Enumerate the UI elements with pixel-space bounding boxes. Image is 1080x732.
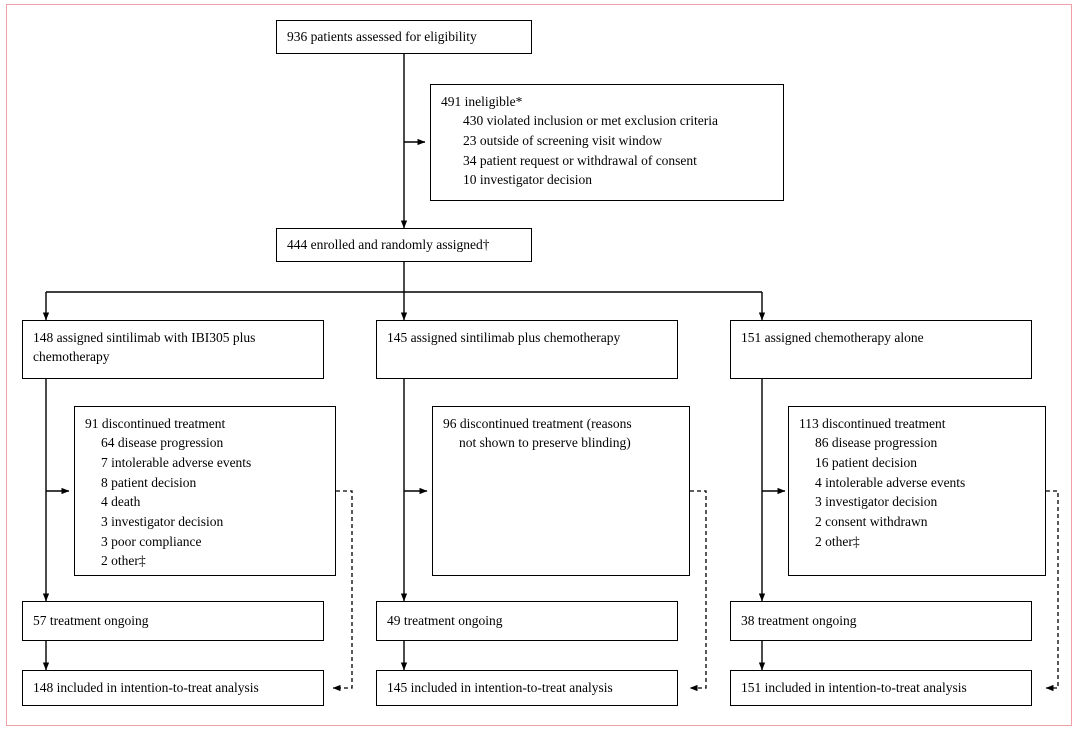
node-discontinued-3-item-0: 86 disease progression bbox=[815, 435, 938, 451]
node-ineligible-item-0: 430 violated inclusion or met exclusion criteria bbox=[463, 113, 718, 129]
node-enrolled-text: 444 enrolled and randomly assigned† bbox=[287, 237, 490, 253]
node-enrolled bbox=[276, 228, 532, 262]
node-itt-2-text: 145 included in intention-to-treat analysis bbox=[387, 680, 613, 696]
node-discontinued-1-item-4: 3 investigator decision bbox=[101, 513, 224, 529]
node-discontinued-3-item-3: 3 investigator decision bbox=[815, 494, 938, 510]
node-ongoing-3 bbox=[730, 601, 1032, 641]
node-discontinued-1-heading: 91 discontinued treatment bbox=[85, 416, 226, 431]
node-arm-1-text: 148 assigned sintilimab with IBI305 plus chemotherapy bbox=[33, 330, 259, 365]
node-itt-1 bbox=[22, 670, 324, 706]
node-discontinued-3-heading: 113 discontinued treatment bbox=[799, 416, 946, 431]
node-discontinued-3-item-1: 16 patient decision bbox=[815, 454, 917, 470]
node-ongoing-2 bbox=[376, 601, 678, 641]
node-arm-1 bbox=[22, 320, 324, 379]
node-discontinued-1-item-3: 4 death bbox=[101, 494, 141, 510]
node-itt-3-text: 151 included in intention-to-treat analysis bbox=[741, 680, 967, 696]
node-discontinued-1-item-5: 3 poor compliance bbox=[101, 533, 202, 549]
node-ineligible-item-1: 23 outside of screening visit window bbox=[463, 132, 663, 148]
node-discontinued-1-item-2: 8 patient decision bbox=[101, 474, 197, 490]
node-ineligible-item-2: 34 patient request or withdrawal of consent bbox=[463, 152, 697, 168]
node-discontinued-1-item-6: 2 other‡ bbox=[101, 553, 146, 569]
node-discontinued-3-item-5: 2 other‡ bbox=[815, 533, 860, 549]
node-itt-1-text: 148 included in intention-to-treat analysis bbox=[33, 680, 259, 696]
node-discontinued-3-item-2: 4 intolerable adverse events bbox=[815, 474, 966, 490]
node-itt-3 bbox=[730, 670, 1032, 706]
node-ineligible-item-3: 10 investigator decision bbox=[463, 172, 592, 188]
node-ongoing-1 bbox=[22, 601, 324, 641]
node-arm-3 bbox=[730, 320, 1032, 379]
node-discontinued-2-item-0: not shown to preserve blinding) bbox=[459, 435, 631, 451]
node-arm-3-text: 151 assigned chemotherapy alone bbox=[741, 330, 924, 345]
node-ongoing-3-text: 38 treatment ongoing bbox=[741, 613, 857, 629]
node-discontinued-3-item-4: 2 consent withdrawn bbox=[815, 513, 928, 529]
node-itt-2 bbox=[376, 670, 678, 706]
node-arm-2 bbox=[376, 320, 678, 379]
node-ineligible bbox=[430, 84, 784, 201]
node-assessed bbox=[276, 20, 532, 54]
node-discontinued-1 bbox=[74, 406, 336, 576]
node-discontinued-1-item-0: 64 disease progression bbox=[101, 435, 224, 451]
node-ineligible-heading: 491 ineligible* bbox=[441, 94, 523, 109]
node-discontinued-3 bbox=[788, 406, 1046, 576]
node-discontinued-1-item-1: 7 intolerable adverse events bbox=[101, 454, 252, 470]
node-discontinued-2-heading: 96 discontinued treatment (reasons bbox=[443, 416, 632, 431]
node-arm-2-text: 145 assigned sintilimab plus chemotherapy bbox=[387, 330, 621, 345]
node-discontinued-2 bbox=[432, 406, 690, 576]
node-ongoing-1-text: 57 treatment ongoing bbox=[33, 613, 149, 629]
node-ongoing-2-text: 49 treatment ongoing bbox=[387, 613, 503, 629]
node-assessed-text: 936 patients assessed for eligibility bbox=[287, 29, 477, 45]
